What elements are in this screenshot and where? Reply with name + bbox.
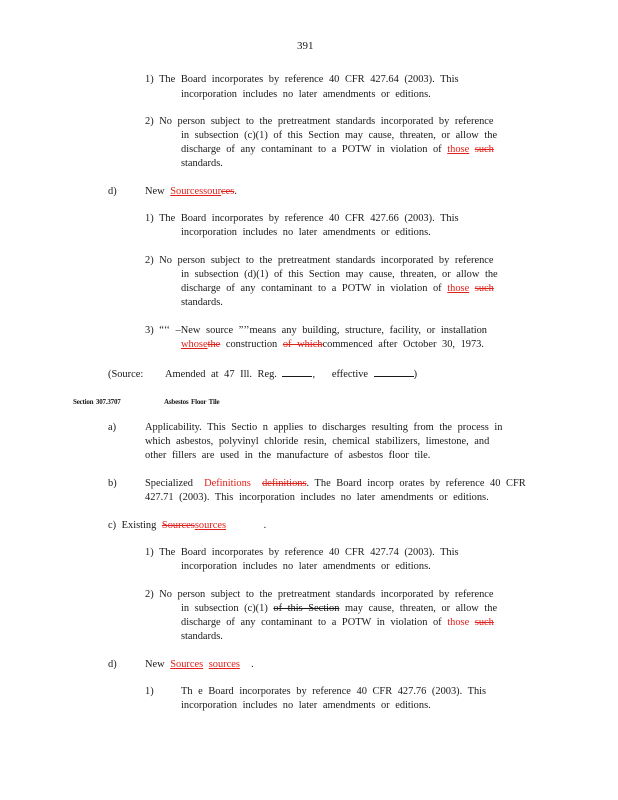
line-text: discharge of any contaminant to a POTW in violation of xyxy=(181,283,442,294)
deleted-text: such xyxy=(474,144,494,155)
deleted-text: Sources xyxy=(161,520,195,531)
paragraph-line: incorporation includes no later amendments or editions. xyxy=(181,89,431,100)
deleted-text: definitions xyxy=(262,478,307,489)
line-text: . xyxy=(263,520,267,531)
line-text: discharge of any contaminant to a POTW in violation of xyxy=(181,144,442,155)
subsection-heading xyxy=(145,185,237,199)
line-text: New xyxy=(145,186,165,197)
list-label: a) xyxy=(108,422,117,433)
blank-line xyxy=(282,366,312,377)
line-text: . xyxy=(234,186,237,197)
paragraph-line xyxy=(181,143,494,157)
line-text: commenced after October 30, 1973. xyxy=(322,339,484,350)
paragraph-line: incorporation includes no later amendments or editions. xyxy=(181,700,431,711)
list-label: d) xyxy=(108,186,117,197)
paragraph-line: 1) The Board incorporates by reference 40 CFR 427.66 (2003). This xyxy=(145,213,459,224)
source-effective: effective xyxy=(331,369,369,380)
paragraph-line: standards. xyxy=(181,158,223,169)
paragraph-line: in subsection (c)(1) of this Section may cause, threaten, or allow the xyxy=(181,130,498,141)
source-separator: , xyxy=(312,369,316,380)
list-label: d) xyxy=(108,659,117,670)
paragraph-line: incorporation includes no later amendments or editions. xyxy=(181,561,431,572)
paragraph-line: 2) No person subject to the pretreatment standards incorporated by reference xyxy=(145,255,494,266)
inserted-text: sources xyxy=(208,659,240,670)
paragraph-line: 1) The Board incorporates by reference 40 CFR 427.74 (2003). This xyxy=(145,547,459,558)
inserted-text: those xyxy=(447,144,470,155)
paragraph-line: 3) “‘‘ –New source ”’’means any building, structure, facility, or installation xyxy=(145,325,487,336)
inserted-text: Sourcessour xyxy=(170,186,222,197)
paragraph-line xyxy=(181,338,484,352)
section-number: Section 307.3707 xyxy=(73,398,121,406)
paragraph-line xyxy=(145,477,526,491)
subsection-heading xyxy=(108,519,266,533)
line-text: New xyxy=(145,659,165,670)
paragraph-line: standards. xyxy=(181,631,223,642)
paragraph-line: standards. xyxy=(181,297,223,308)
source-text: Amended at 47 Ill. Reg. xyxy=(165,369,277,380)
deleted-text: ces xyxy=(221,186,235,197)
line-text: may cause, threaten, or allow the xyxy=(345,603,498,614)
paragraph-line xyxy=(181,282,494,296)
deleted-text: such xyxy=(474,617,494,628)
paragraph-line xyxy=(181,602,497,616)
blank-line xyxy=(374,366,414,377)
list-label: 1) xyxy=(145,686,154,697)
deleted-text: the xyxy=(207,339,221,350)
paragraph-line: 2) No person subject to the pretreatment standards incorporated by reference xyxy=(145,589,494,600)
inserted-text: those xyxy=(447,283,470,294)
source-note xyxy=(108,366,417,382)
paragraph-line xyxy=(181,616,494,630)
inserted-text: whose xyxy=(181,339,208,350)
paragraph-line: other fillers are used in the manufacture of asbestos floor tile. xyxy=(145,450,431,461)
list-label: b) xyxy=(108,478,117,489)
paragraph-line: 427.71 (2003). This incorporation includes no later amendments or editions. xyxy=(145,492,489,503)
deleted-text: of this Section xyxy=(273,603,340,614)
page-number: 391 xyxy=(297,40,314,52)
line-text: Specialized xyxy=(145,478,193,489)
line-text: . xyxy=(251,659,254,670)
paragraph-line: 1) The Board incorporates by reference 40 CFR 427.64 (2003). This xyxy=(145,74,459,85)
source-prefix: (Source: xyxy=(108,369,144,380)
paragraph-line: which asbestos, polyvinyl chloride resin, chemical stabilizers, limestone, and xyxy=(145,436,490,447)
line-text: c) Existing xyxy=(108,520,157,531)
deleted-text: such xyxy=(474,283,494,294)
inserted-text: those xyxy=(447,617,470,628)
inserted-text: sources xyxy=(194,520,226,531)
line-text: in subsection (c)(1) xyxy=(181,603,268,614)
paragraph-line: 2) No person subject to the pretreatment standards incorporated by reference xyxy=(145,116,494,127)
source-close: ) xyxy=(413,369,418,380)
line-text: . The Board incorp orates by reference 40 CFR xyxy=(306,478,526,489)
line-text: construction xyxy=(225,339,278,350)
inserted-text: Sources xyxy=(170,659,204,670)
paragraph-line: in subsection (d)(1) of this Section may cause, threaten, or allow the xyxy=(181,269,498,280)
deleted-text: of which xyxy=(282,339,323,350)
inserted-text: Definitions xyxy=(204,478,251,489)
paragraph-line: incorporation includes no later amendments or editions. xyxy=(181,227,431,238)
paragraph-line: Th e Board incorporates by reference 40 CFR 427.76 (2003). This xyxy=(181,686,487,697)
subsection-heading xyxy=(145,658,254,672)
section-title: Asbestos Floor Tile xyxy=(164,398,220,406)
line-text: discharge of any contaminant to a POTW in violation of xyxy=(181,617,442,628)
paragraph-line: Applicability. This Sectio n applies to discharges resulting from the process in xyxy=(145,422,503,433)
